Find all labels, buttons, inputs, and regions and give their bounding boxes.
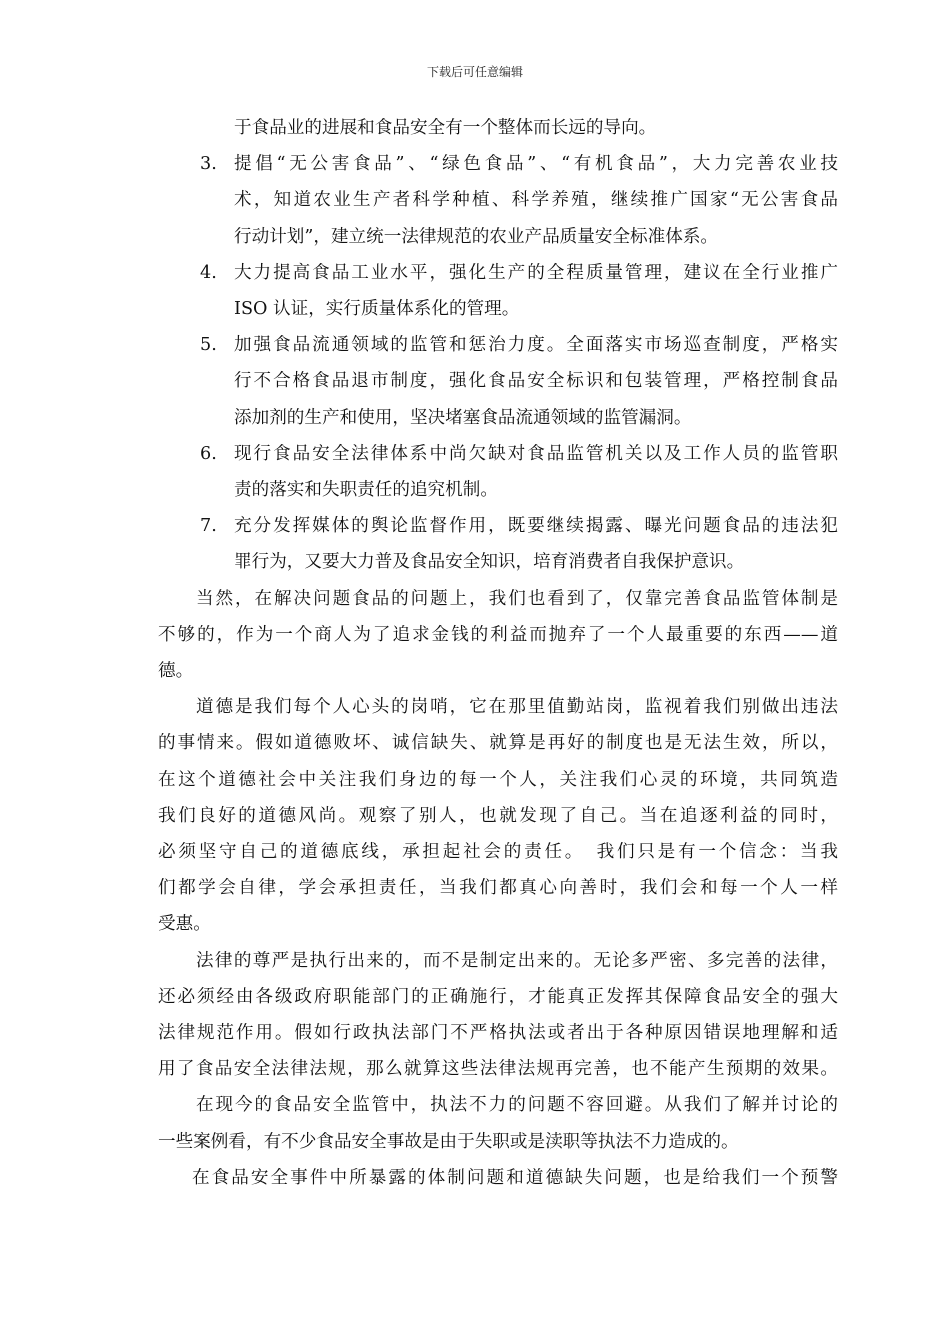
text-line: 行不合格食品退市制度，强化食品安全标识和包装管理，严格控制食品	[234, 371, 838, 392]
list-item-4	[158, 255, 838, 327]
text-line: 们都学会自律，学会承担责任，当我们都真心向善时，我们会和每一个人一样	[158, 878, 838, 899]
text-line: 于食品业的进展和食品安全有一个整体而长远的导向。	[234, 118, 657, 138]
list-continuation	[158, 110, 838, 146]
text-line: 当然，在解决问题食品的问题上，我们也看到了，仅靠完善食品监管体制是	[196, 588, 838, 609]
list-number: 5.	[200, 335, 217, 356]
text-line: 用了食品安全法律法规，那么就算这些法律法规再完善，也不能产生预期的效果。	[158, 1059, 838, 1080]
text-line: 术，知道农业生产者科学种植、科学养殖，继续推广国家“无公害食品	[234, 190, 838, 211]
document-body	[158, 110, 838, 1196]
header-note: 下载后可任意编辑	[426, 65, 523, 79]
text-line: 一些案例看，有不少食品安全事故是由于失职或是渎职等执法不力造成的。	[158, 1131, 739, 1152]
list-number: 6.	[200, 443, 217, 464]
text-line: 法律规范作用。假如行政执法部门不严格执法或者出于各种原因错误地理解和适	[158, 1023, 838, 1044]
paragraph	[158, 1087, 838, 1159]
text-line: 责的落实和失职责任的追究机制。	[234, 480, 498, 501]
list-item-6	[158, 436, 838, 508]
list-number: 4.	[200, 262, 217, 283]
paragraph	[158, 581, 838, 690]
text-line: 在这个道德社会中关注我们身边的每一个人，关注我们心灵的环境，共同筑造	[158, 769, 838, 790]
paragraph	[158, 689, 838, 942]
text-line: 现行食品安全法律体系中尚欠缺对食品监管机关以及工作人员的监管职	[234, 443, 838, 464]
list-item-7	[158, 508, 838, 580]
text-line: 加强食品流通领域的监管和惩治力度。全面落实市场巡查制度，严格实	[234, 335, 838, 356]
text-line: 还必须经由各级政府职能部门的正确施行，才能真正发挥其保障食品安全的强大	[158, 986, 838, 1007]
text-line: 添加剂的生产和使用，坚决堵塞食品流通领域的监管漏洞。	[234, 407, 692, 428]
text-line: 在现今的食品安全监管中，执法不力的问题不容回避。从我们了解并讨论的	[196, 1095, 838, 1116]
list-number: 3.	[200, 154, 217, 175]
text-line: 罪行为，又要大力普及食品安全知识，培育消费者自我保护意识。	[234, 552, 745, 573]
text-line: 在食品安全事件中所暴露的体制问题和道德缺失问题，也是给我们一个预警	[192, 1167, 838, 1188]
text-line: 德。	[158, 661, 194, 682]
text-line: 的事情来。假如道德败坏、诚信缺失、就算是再好的制度也是无法生效，所以，	[158, 733, 838, 754]
text-line: 行动计划”，建立统一法律规范的农业产品质量安全标准体系。	[234, 226, 719, 247]
paragraph	[158, 1160, 838, 1196]
list-item-5	[158, 327, 838, 436]
text-line: 道德是我们每个人心头的岗哨，它在那里值勤站岗，监视着我们别做出违法	[196, 697, 838, 718]
text-line: 我们良好的道德风尚。观察了别人，也就发现了自己。当在追逐利益的同时，	[158, 805, 838, 826]
page-header	[0, 64, 950, 80]
text-line: 受惠。	[158, 914, 211, 935]
text-line: 充分发挥媒体的舆论监督作用，既要继续揭露、曝光问题食品的违法犯	[234, 516, 838, 537]
text-line: 不够的，作为一个商人为了追求金钱的利益而抛弃了一个人最重要的东西——道	[158, 624, 838, 645]
list-number: 7.	[200, 516, 217, 537]
text-line: 大力提高食品工业水平，强化生产的全程质量管理，建议在全行业推广	[234, 262, 838, 283]
text-line: 法律的尊严是执行出来的，而不是制定出来的。无论多严密、多完善的法律，	[196, 950, 838, 971]
text-line: ISO 认证，实行质量体系化的管理。	[234, 299, 520, 320]
paragraph	[158, 943, 838, 1088]
list-item-3	[158, 146, 838, 255]
text-line: 提倡“无公害食品”、“绿色食品”、“有机食品”，大力完善农业技	[234, 154, 838, 175]
text-line: 必须坚守自己的道德底线，承担起社会的责任。 我们只是有一个信念：当我	[158, 842, 838, 863]
